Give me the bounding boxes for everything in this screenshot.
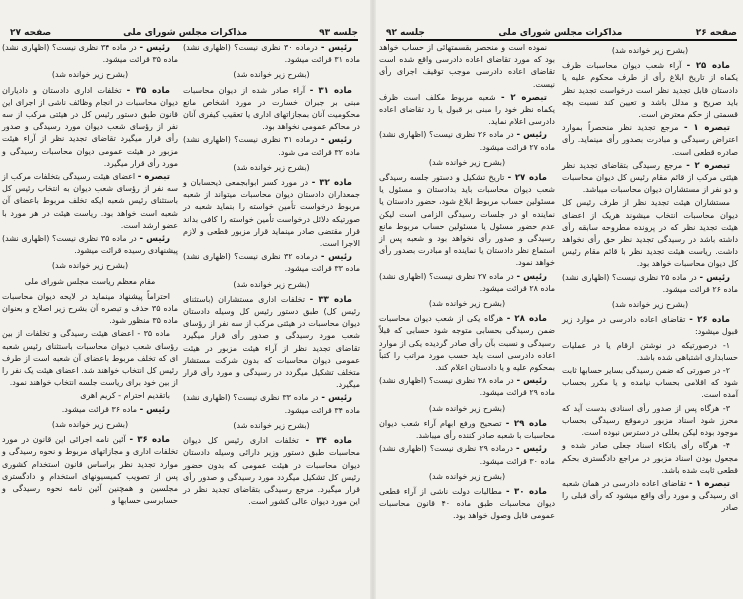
paragraph-text: درماده ۳۲ نظری نیست؟ (اظهاری نشد) ماده ۳۳ قرائت میشود. — [183, 252, 360, 274]
paragraph-text: ۱- درصورتیکه در نوشتن ارقام یا در عملیات حسابداری اشتباهی شده باشد. — [562, 340, 738, 362]
paragraph-text: در ماده ۳۳ نظری نیست؟ (اظهاری نشد) ماده ۳۴ قرائت میشود. — [183, 393, 360, 415]
page-header — [10, 24, 358, 41]
paragraph — [183, 42, 360, 66]
reading-note: (بشرح زیر خوانده شد) — [611, 46, 689, 55]
reading-note: (بشرح زیر خوانده شد) — [428, 157, 506, 167]
paragraph — [2, 404, 178, 416]
paragraph — [562, 122, 738, 159]
paragraph — [562, 60, 738, 121]
paragraph-text: مطالبات دولت ناشی از آراء قطعی دیوان محاسبات طبق ماده ۴۰ قانون محاسبات عمومی قابل وصول خواهد بود. — [379, 486, 556, 521]
article-heading: ماده ۲۸ - — [506, 314, 547, 325]
paragraph — [183, 134, 360, 158]
paragraph-text: مستشاران هیئت تجدید نظر از طرف رئیس کل دیوان محاسبات انتخاب میشوند هریک از اعضای هیئت تجدید نظر که در پرونده مطروحه سابقه رأی داشته باشد در رسیدگی تجدید نظر حق رأی نخواهد داشت. ریاست هیئت تجدید نظر با قائم مقام رئیس کل دیوان محاسبات خواهد بود. — [562, 198, 738, 269]
paragraph — [2, 328, 178, 389]
reading-note: (بشرح زیر خوانده شد) — [51, 261, 129, 271]
paragraph-text: درماده ۳۰ نظری نیست؟ (اظهاری نشد) ماده ۳۱ قرائت میشود. — [183, 43, 360, 65]
paragraph-text: تخلفات اداری مستشاران (باستثنای رئیس کل) طبق دستور رئیس کل وسیله دادستان دیوان محاسبات در هیئتی مرکب از سه نفر از رؤسای شعب مورد رسیدگی و صدور رأی قرار میگیرد تقاضای تجدید نظر از آراء هیئت مزبور در هیئت عمومی دیوان محاسبات که بدون شرکت مستشار متخلف تشکیل میگردد در رسیدگی و مورد رأی قرار میگیرد. — [183, 294, 360, 390]
paragraph-text: آراء شعب دیوان محاسبات ظرف یکماه از تاریخ ابلاغ رأی از طرف محکوم علیه یا دادستان قابل تجدید نظر است درخواست تجدید نظر باید صریح و مدلل باشد و تعیین کند نسبت بچه قسمتی از حکم معترض است. — [562, 61, 738, 120]
paragraph-text: مرجع تجدید نظر منحصراً بموارد اعتراض رسیدگی و مبادرت بصدور رأی مینماید. رأی صادره قطعی است. — [562, 123, 738, 157]
paragraph — [2, 42, 178, 66]
paragraph — [562, 160, 738, 197]
article-heading: ماده ۲۵ - — [686, 61, 730, 72]
paragraph — [562, 197, 738, 270]
paragraph-text: در ماده ۲۵ نظری نیست؟ (اظهاری نشد) ماده ۲۶ قرائت میشود. — [562, 272, 738, 294]
article-heading: رئیس - — [139, 43, 171, 53]
page-27 — [0, 0, 370, 599]
article-heading: رئیس - — [516, 130, 548, 141]
paragraph-text: تخلفات اداری رئیس کل دیوان محاسبات طبق دستور وزیر دارائی وسیله دادستان دیوان محاسبات در هیئت عمومی که بدون حضور رئیس کل تشکیل میگردد مورد رسیدگی و صدور رأی قرار میگیرد. مرجع رسیدگی بتقاضای تجدید نظر در این مورد دیوان عالی کشور است. — [183, 436, 360, 507]
paragraph-text: تقاضای اعاده دادرسی در همان شعبه ای رسیدگی و مورد رأی واقع میشود که رأی قبلی را صادر — [562, 478, 738, 513]
article-heading: ماده ۳۱ - — [309, 85, 352, 96]
paragraph-text: در ماده ۳۴ نظری نیست؟ (اظهاری نشد) ماده ۳۵ قرائت میشود. — [2, 43, 178, 65]
article-heading: تبصره ۲ - — [500, 92, 547, 103]
paragraph-text: ۳- هرگاه پس از صدور رأی اسنادی بدست آید که محرز شود اسناد مزبور درموقع رسیدگی بحساب موجود بوده لیکن بعللی در دسترس نبوده است. — [562, 403, 738, 438]
reading-note: (بشرح زیر خوانده شد) — [428, 403, 506, 413]
reading-note: (بشرح زیر خوانده شد) — [233, 420, 310, 430]
paragraph — [379, 486, 555, 523]
text-column — [379, 42, 555, 524]
reading-note: (بشرح زیر خوانده شد) — [51, 70, 129, 80]
publication-title: مذاکرات مجلس شورای ملی — [498, 28, 623, 38]
paragraph — [2, 171, 178, 232]
article-heading: ماده ۲۶ - — [689, 315, 730, 326]
article-heading: تبصره ۲ - — [686, 160, 730, 171]
paragraph-text: درماده ۲۹ نظری نیست؟ (اظهاری نشد) ماده ۳۰ قرائت میشود. — [379, 444, 555, 466]
reading-note: (بشرح زیر خوانده شد) — [233, 70, 310, 80]
paragraph — [379, 172, 555, 270]
article-heading: رئیس - — [699, 272, 731, 283]
text-column — [2, 42, 178, 508]
paragraph — [183, 251, 360, 275]
article-heading: ماده ۳۲ - — [311, 178, 352, 189]
article-heading: ماده ۲۷ - — [507, 173, 547, 184]
paragraph-text: ماده ۳۵ - اعضای هیئت رسیدگی و تخلفات از بین رؤسای شعب دیوان محاسبات باستثنای رئیس شعبه ای که تخلف مربوط باعضای آن شعبه است از طرف رئیس کل انتخاب خواهند شد. اعضای هیئت یک نفر را از بین خود برای ریاست جلسه انتخاب خواهند نمود. — [2, 329, 178, 388]
article-heading: رئیس - — [320, 43, 352, 53]
paragraph-text: تقاضای اعاده دادرسی در موارد زیر قبول میشود: — [562, 315, 738, 337]
article-heading: ماده ۳۳ - — [309, 294, 352, 305]
paragraph-text: در مورد کسر ابوابجمعی ذیحسابان و جمعداران دادستان دیوان محاسبات میتواند از شعبه مربوط درخواست تأمین خواسته را بنماید شعبه در صورتیکه دلائل درخواست تأمین خواسته را کافی بداند قرار مقتضی صادر مینماید قرار مزبور قطعی و لازم الاجرا است. — [183, 178, 360, 249]
paragraph — [379, 313, 555, 374]
session-number: جلسه ۹۲ — [386, 28, 425, 38]
book-spine — [370, 0, 376, 599]
paragraph — [2, 434, 178, 507]
paragraph-text: در ماده ۲۶ نظری نیست؟ (اظهاری نشد) ماده ۲۷ قرائت میشود. — [379, 130, 555, 152]
article-heading: تبصره - — [137, 172, 170, 183]
paragraph — [562, 314, 738, 338]
article-heading: رئیس - — [516, 444, 547, 455]
article-heading: رئیس - — [321, 393, 353, 404]
session-number: جلسه ۹۳ — [319, 28, 358, 38]
paragraph — [562, 272, 738, 296]
paragraph-text: هرگاه یکی از شعب دیوان محاسبات ضمن رسیدگی بحسابی متوجه شود حسابی که قبلاً رسیدگی و نسبت بآن رأی صادر گردیده یکی از موارد اعاده دادرسی است باید حسب مورد مراتب را کتباً بمحکوم علیه و یا دادستان اعلام کند. — [379, 314, 555, 373]
publication-title: مذاکرات مجلس شورای ملی — [123, 28, 248, 38]
article-heading: رئیس - — [320, 135, 352, 146]
article-heading: رئیس - — [516, 376, 548, 387]
paragraph-text: تاریخ تشکیل و دستور جلسه رسیدگی شعب دیوان محاسبات باید بدادستان و مسئول یا مسئولین حساب مربوط ابلاغ شود، حضور دادستان یا نماینده او در جلسات رسیدگی الزامی است لیکن عدم حضور مسئول یا مسئولین حساب مربوط مانع رسیدگی و صدور رأی نخواهد بود و شعبه پس از استماع نظر دادستان یا نماینده او مبادرت بصدور رأی خواهد نمود. — [379, 173, 555, 268]
paragraph-text: نموده است و منحصر بقسمتهائی از حساب خواهد بود که مورد تقاضای اعاده دادرسی واقع شده است تقاضای اعاده دادرسی موجب توقیف اجرای رأی نیست. — [379, 43, 555, 89]
paragraph — [379, 271, 555, 295]
article-heading: رئیس - — [516, 271, 548, 282]
paragraph — [562, 365, 738, 402]
article-heading: ماده ۳۴ - — [305, 436, 352, 447]
article-heading: ماده ۳۶ - — [129, 435, 171, 446]
reading-note: (بشرح زیر خوانده شد) — [233, 162, 310, 172]
paragraph — [379, 42, 555, 91]
paragraph-text: ۲- در صورتی که ضمن رسیدگی بسایر حسابها ثابت شود که اقلامی بحساب نیامده و یا مکرر بحساب آمده است. — [562, 366, 738, 400]
paragraph — [183, 392, 360, 416]
paragraph-text: اعضای هیئت رسیدگی بتخلفات مرکب از سه نفر از رؤسای شعب دیوان به انتخاب رئیس کل باستثنای رئیس شعبه ایکه تخلف مربوط باعضای آن شعبه است خواهد بود. ریاست هیئت در هر مورد با عضو ارشد است. — [2, 172, 178, 230]
paragraph — [183, 435, 360, 508]
paragraph-text: ماده ۳۶ قرائت میشود. — [61, 404, 140, 414]
paragraph-text: تخلفات اداری دادستان و دادیاران دیوان محاسبات در انجام وظائف ناشی از اجرای این قانون طبق دستور رئیس کل در هیئتی مرکب از سه نفر از رؤسای شعب دیوان مورد رسیدگی و صدور رأی قرار میگیرد تقاضای تجدید نظر از آراء هیئت مزبور در هیئت عمومی دیوان محاسبات رسیدگی و مورد رأی قرار میگیرد. — [2, 85, 178, 168]
paragraph-text: در ماده ۲۷ نظری نیست؟ (اظهاری نشد) ماده ۲۸ قرائت میشود. — [379, 271, 555, 293]
paragraph — [379, 129, 555, 153]
paragraph-text: احتراماً پیشنهاد مینماید در لایحه دیوان محاسبات ماده ۳۵ حذف و تبصره آن بشرح زیر اصلاح و بعنوان ماده ۳۵ منظور شود. — [2, 291, 178, 326]
paragraph — [183, 294, 360, 392]
paragraph — [562, 478, 738, 515]
article-heading: ماده ۳۰ - — [505, 486, 548, 497]
article-heading: تبصره ۱ - — [683, 123, 730, 134]
paragraph-text: تصحیح ورفع ابهام آراء شعب دیوان محاسبات با شعبه صادر کننده رأی میباشد. — [379, 418, 555, 441]
paragraph — [2, 233, 178, 257]
paragraph-text: آئین نامه اجرائی این قانون در مورد تخلفات اداری و مجازاتهای مربوط و نحوه رسیدگی و موارد تجدید نظر براساس قانون استخدام کشوری پس از تصویب کمیسیونهای استخدام و دادگستری مجلسین و همچنین آئین نامه نحوه رسیدگی و حسابرسی حسابها و — [2, 435, 178, 506]
paragraph — [183, 85, 360, 134]
page-header — [386, 24, 737, 41]
paragraph — [2, 85, 178, 170]
paragraph-text: مرجع رسیدگی بتقاضای تجدید نظر هیئتی مرکب از قائم مقام رئیس کل دیوان محاسبات و دو نفر از مستشاران دیوان محاسبات میباشد. — [562, 160, 738, 195]
paragraph — [379, 92, 555, 129]
paragraph — [379, 443, 555, 467]
reading-note: (بشرح زیر خوانده شد) — [51, 419, 129, 429]
article-heading: رئیس - — [320, 252, 352, 263]
paragraph — [2, 291, 178, 328]
paragraph-text: در ماده ۳۵ نظری نیست؟ (اظهاری نشد) پیشنهادی رسیده قرائت میشود. — [2, 234, 178, 256]
page-26 — [378, 0, 743, 599]
article-heading: رئیس - — [139, 404, 170, 415]
reading-note: مقام معظم ریاست مجلس شورای ملی — [24, 276, 156, 286]
paragraph-text: درماده ۳۱ نظری نیست؟ (اظهاری نشد) ماده ۳۲ قرائت می شود. — [183, 135, 360, 157]
article-heading: ماده ۳۵ - — [126, 85, 170, 96]
paragraph — [183, 177, 360, 250]
reading-note: (بشرح زیر خوانده شد) — [611, 300, 689, 310]
article-heading: ماده ۲۹ - — [505, 418, 547, 429]
text-column — [183, 42, 360, 509]
paragraph-text: ۴- هرگاه رأی باتکاء اسناد جعلی صادر شده و مجعول بودن اسناد مزبور در مراجع دادگستری بحکم قطعی ثابت شده باشد. — [562, 441, 738, 475]
text-column — [562, 42, 738, 516]
paragraph — [379, 418, 555, 442]
paragraph — [562, 440, 738, 477]
reading-note: (بشرح زیر خوانده شد) — [233, 279, 310, 289]
paragraph — [562, 340, 738, 364]
article-heading: تبصره ۱ - — [688, 478, 731, 489]
paragraph — [379, 375, 555, 399]
reading-note: (بشرح زیر خوانده شد) — [428, 471, 506, 481]
paragraph — [562, 403, 738, 440]
paragraph-text: در ماده ۲۸ نظری نیست؟ (اظهاری نشد) ماده ۲۹ قرائت میشود. — [379, 376, 555, 398]
paragraph-text: آراء صادر شده از دیوان محاسبات مبنی بر جبران خسارت در مورد اشخاص مانع محکومیت آنان بمجازاتهای اداری یا تعقیب کیفری آنان در محاکم عمومی نخواهد بود. — [183, 85, 360, 132]
page-number: صفحه ۲۶ — [695, 28, 737, 38]
page-number: صفحه ۲۷ — [10, 28, 52, 38]
paragraph-text: باتقدیم احترام - کریم اهری — [80, 391, 170, 401]
reading-note: (بشرح زیر خوانده شد) — [428, 299, 506, 309]
article-heading: رئیس - — [139, 234, 171, 245]
paragraph-text: شعبه مربوط مکلف است ظرف یکماه نظر خود را مبنی بر قبول یا رد تقاضای اعاده دادرسی اعلام نماید. — [379, 92, 555, 127]
paragraph — [2, 390, 178, 402]
